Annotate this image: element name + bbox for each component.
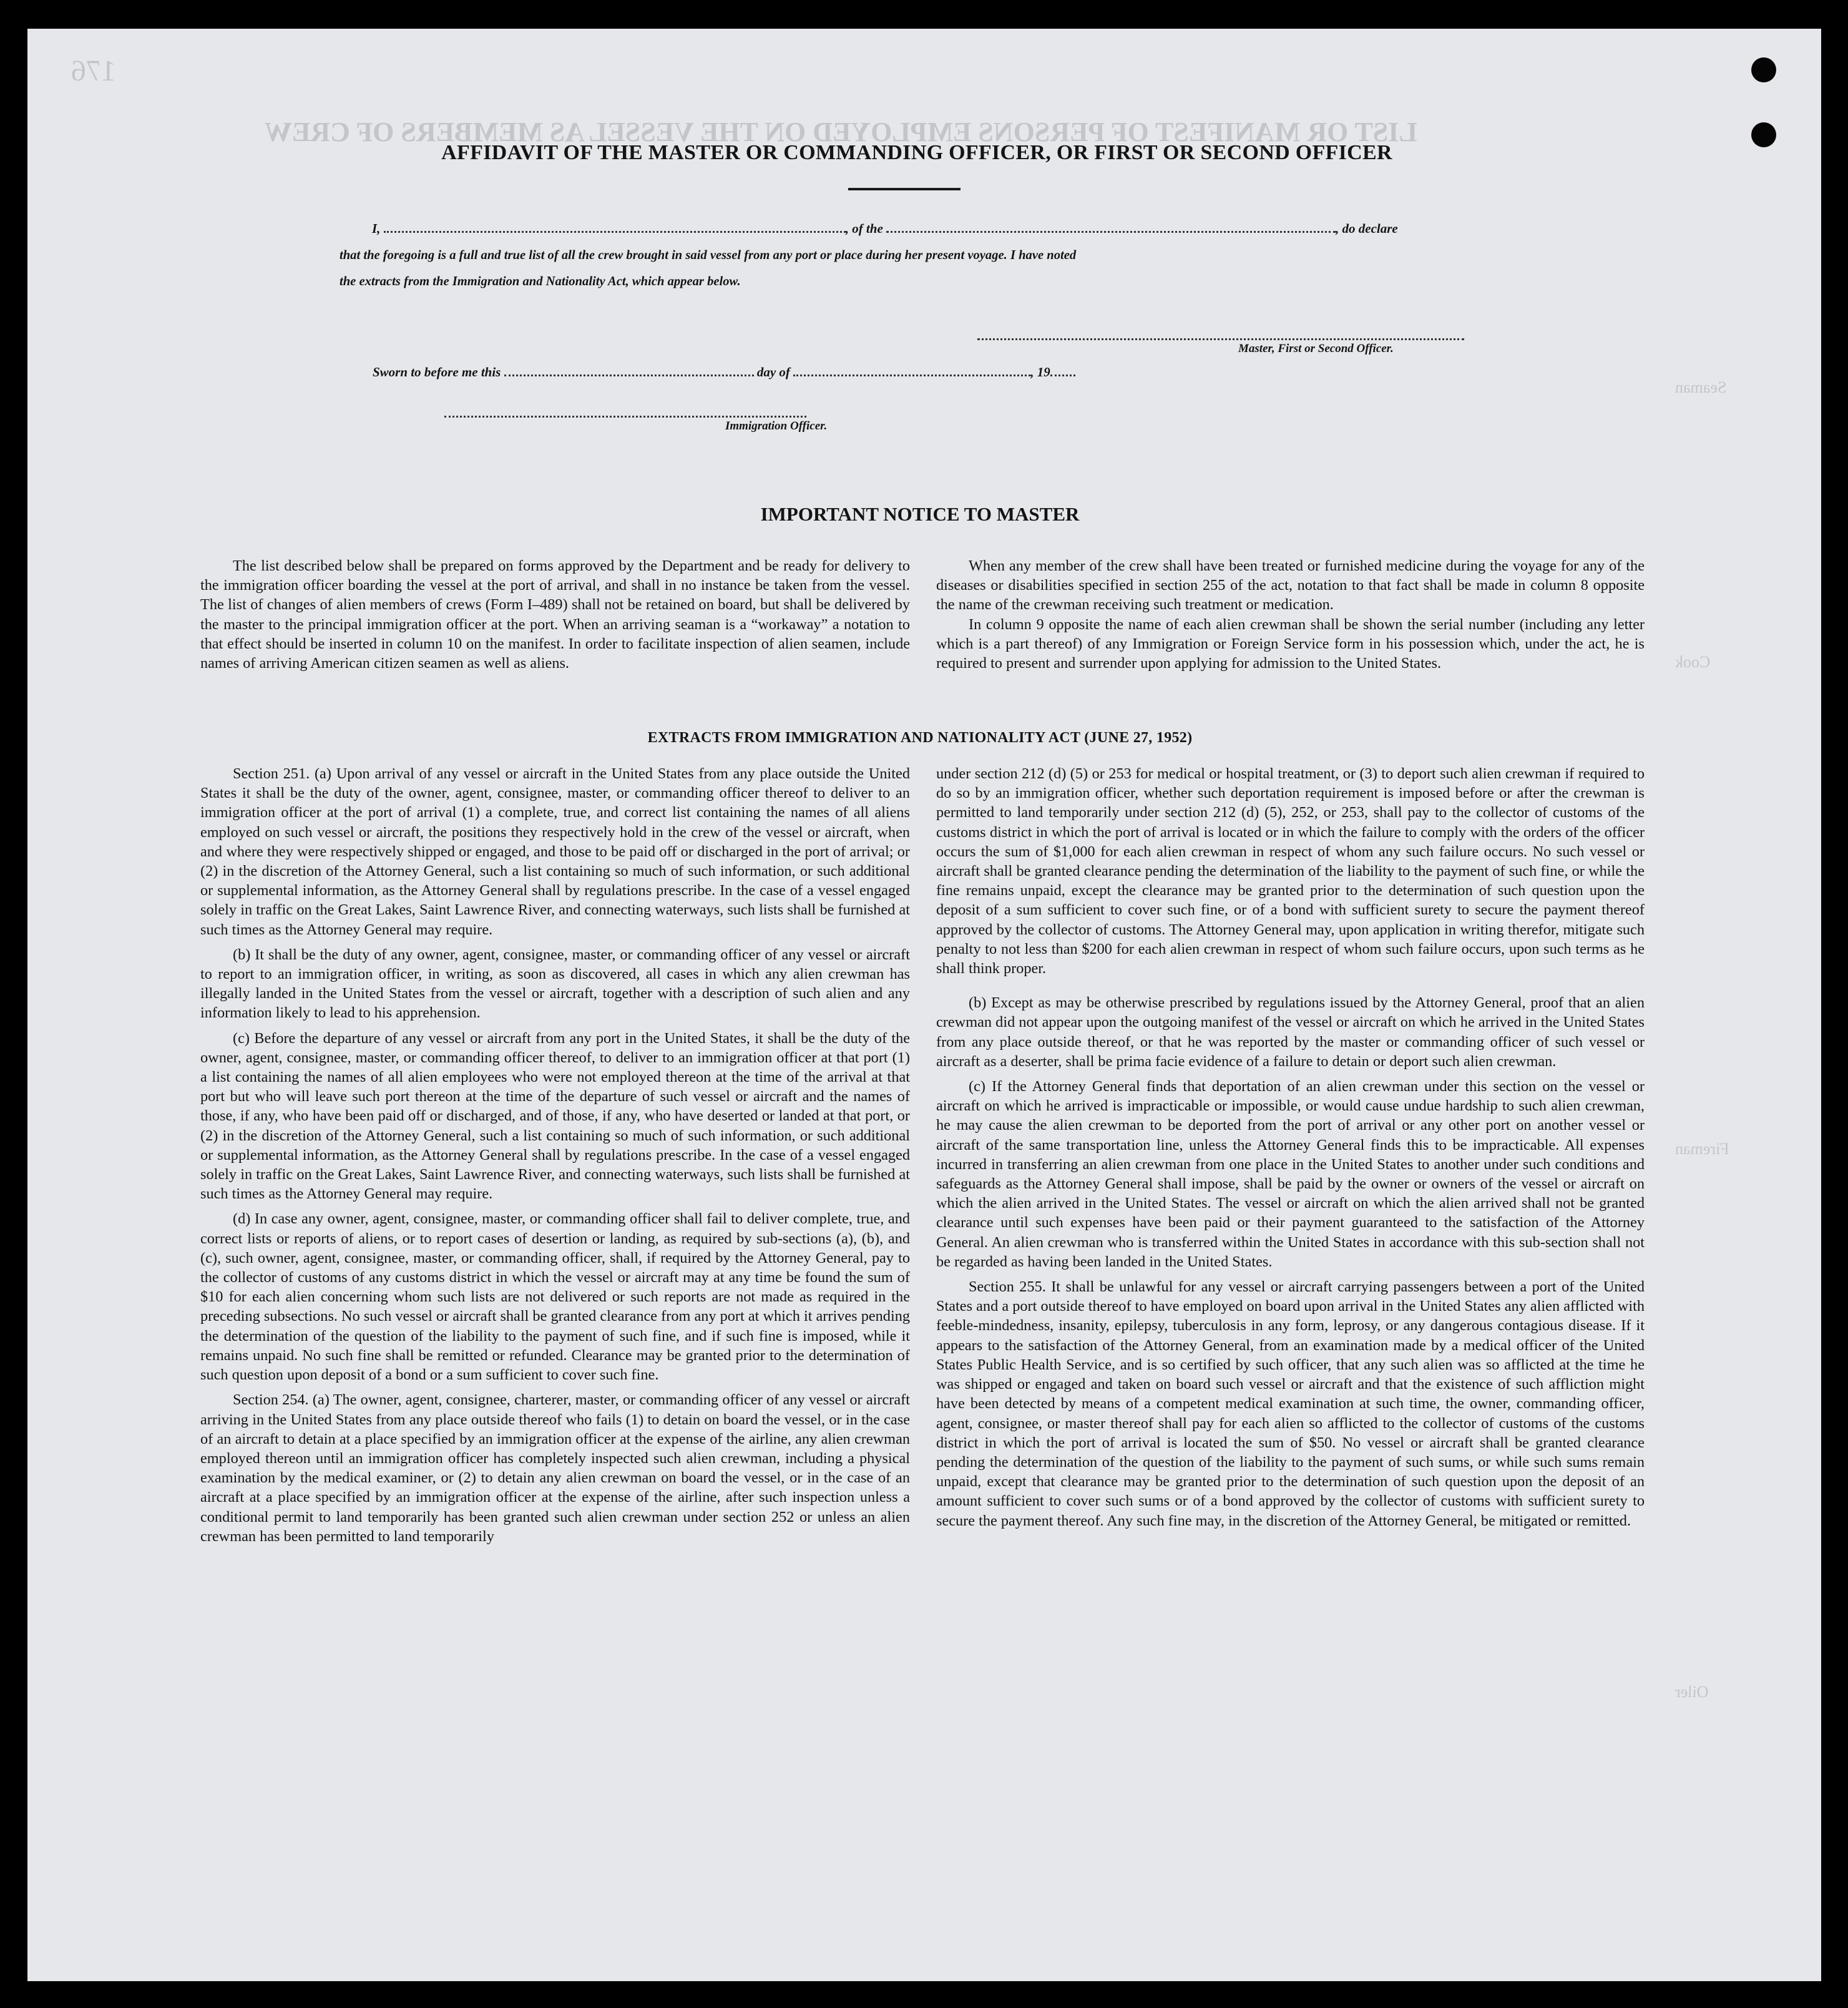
sworn-day-field[interactable]	[504, 375, 754, 376]
vessel-name-field[interactable]	[886, 231, 1336, 233]
of-the-label: , of the	[845, 221, 883, 236]
affidavit-title: AFFIDAVIT OF THE MASTER OR COMMANDING OFFICER, OR FIRST OR SECOND OFFICER	[441, 141, 1392, 164]
bleed-through-text: LIST OR MANIFEST OF PERSONS EMPLOYED ON THE VESSEL AS MEMBERS OF CREW	[265, 117, 1417, 147]
extracts-heading: EXTRACTS FROM IMMIGRATION AND NATIONALITY ACT (JUNE 27, 1952)	[647, 730, 1193, 746]
section-254c: (c) If the Attorney General finds that deportation of an alien crewman under this section on the vessel or aircraft on which he arrived is impracticable or impossible, or would cause undue hardship to such alien crewman, he may cause the alien crewman to be deported from the port of arrival or any other port on another vessel or aircraft of the same transportation line, unless the Attorney General finds this to be impracticable. All expenses incurred in transferring an alien crewman from one place in the United States to another under such conditions and safeguards as the Attorney General shall impose, shall be paid by the owner or owners of the vessel or aircraft on which the alien arrived in the United States. The vessel or aircraft on which the alien arrived shall not be granted clearance until such expenses have been paid or their payment guaranteed to the satisfaction of the Attorney General. An alien crewman who is transferred within the United States in accordance with this sub-section shall not be regarded as having been landed in the United States.	[936, 1078, 1645, 1270]
section-254b: (b) Except as may be otherwise prescribed by regulations issued by the Attorney General, proof that an alien crewman did not appear upon the outgoing manifest of the vessel or aircraft on which he arrived in the United States from any place outside thereof, or that he was reported by the master or commanding officer of such vessel or aircraft as a deserter, shall be prima facie evidence of a failure to detain or deport such alien crewman.	[936, 994, 1645, 1070]
bleed-through-margin: Seaman	[1675, 378, 1727, 396]
day-of-label: day of	[756, 365, 790, 380]
section-251a: Section 251. (a) Upon arrival of any vessel or aircraft in the United States from any place outside the United States it shall be the duty of the owner, agent, consignee, master, or commanding officer thereof to deliver to an immigration officer at the port of arrival (1) a complete, true, and correct list containing the names of all aliens employed on such vessel or aircraft, the positions they respectively hold in the crew of the vessel or aircraft, when and where they were respectively shipped or engaged, and those to be paid off or discharged in the port of arrival; or (2) in the discretion of the Attorney General, such a list containing so much of such information, or such additional or supplemental information, as the Attorney General shall by regulations prescribe. In the case of a vessel engaged solely in traffic on the Great Lakes, Saint Lawrence River, and connecting waterways, such lists shall be furnished at such times as the Attorney General may require.	[200, 765, 910, 938]
extracts-right-column	[936, 764, 1645, 1530]
sworn-year-field[interactable]	[1050, 375, 1075, 376]
section-254a-continued: under section 212 (d) (5) or 253 for medical or hospital treatment, or (3) to deport such alien crewman if required to do so by an immigration officer, whether such deportation requirement is imposed before or after the crewman is permitted to land temporarily under section 212 (d) (5), 252, or 253, shall pay to the collector of customs of the customs district in which the port of arrival is located or in which the failure to comply with the orders of the officer occurs the sum of $1,000 for each alien crewman in respect of whom any such failure occurs. No such vessel or aircraft shall be granted clearance pending the determination of the liability to the payment of such fine, or while the fine remains unpaid, except the clearance may be granted prior to the determination of such question upon the deposit of a sum sufficient to cover such fine, or of a bond with sufficient surety to secure the payment thereof approved by the collector of customs. The Attorney General may, upon application in writing therefor, mitigate such penalty to not less than $200 for each alien crewman in respect of whom such failure occurs, upon such terms as he shall think proper.	[936, 765, 1645, 977]
bleed-through-margin: Oiler	[1675, 1683, 1709, 1701]
punch-hole-top	[1751, 57, 1776, 82]
year-label: , 19	[1030, 365, 1050, 380]
title-underline	[848, 188, 961, 190]
declaration-text-2: the extracts from the Immigration and Nationality Act, which appear below.	[340, 275, 741, 288]
do-declare-label: , do declare	[1336, 221, 1398, 236]
immigration-caption: Immigration Officer.	[725, 419, 828, 433]
notice-paragraph: In column 9 opposite the name of each alien crewman shall be shown the serial number (including any letter which is a part thereof) of any Immigration or Foreign Service form in his possession which, under the act, he is required to present and surrender upon applying for admission to the United States.	[936, 615, 1645, 672]
immigration-officer-signature-field[interactable]	[444, 416, 806, 418]
master-signature-field[interactable]	[977, 338, 1464, 340]
section-251b: (b) It shall be the duty of any owner, agent, consignee, master, or commanding officer of any vessel or aircraft to report to an immigration officer, in writing, as soon as discovered, all cases in which any alien crewman has illegally landed in the United States from the vessel or aircraft, together with a description of such alien and any information likely to lead to his apprehension.	[200, 946, 910, 1022]
extracts-left-column	[200, 764, 910, 1546]
declaration-text-1: that the foregoing is a full and true list of all the crew brought in said vessel from any port or place during her present voyage. I have noted	[340, 248, 1077, 262]
section-251d: (d) In case any owner, agent, consignee, master, or commanding officer shall fail to deliver complete, true, and correct lists or reports of aliens, or to report cases of desertion or landing, as required by sub-sections (a), (b), and (c), such owner, agent, consignee, master, or commanding officer, shall, if required by the Attorney General, pay to the collector of customs of any customs district in which the vessel or aircraft may at any time be found the sum of $10 for each alien concerning whom such lists are not delivered or such reports are not made as required in the preceding subsections. No such vessel or aircraft shall be granted clearance from any port at which it arrives pending the determination of the question of the liability to the payment of such fine, and if such fine is imposed, while it remains unpaid. No such fine shall be remitted or refunded. Clearance may be granted prior to the determination of such question upon deposit of a bond or a sum sufficient to cover such fine.	[200, 1210, 910, 1384]
notice-right-column	[936, 556, 1645, 673]
notice-left-column	[200, 556, 910, 673]
sworn-month-field[interactable]	[793, 375, 1030, 376]
document-page	[27, 29, 1821, 1981]
notice-heading: IMPORTANT NOTICE TO MASTER	[760, 503, 1080, 525]
sworn-label: Sworn to before me this	[373, 365, 501, 380]
declarant-name-field[interactable]	[384, 231, 846, 233]
notice-paragraph: The list described below shall be prepared on forms approved by the Department and be ready for delivery to the immigration officer boarding the vessel at the port of arrival, and shall in no instance be taken from the vessel. The list of changes of alien members of crews (Form I–489) shall not be retained on board, but shall be delivered by the master to the principal immigration officer at the port. When an arriving seaman is a “workaway” a notation to that effect should be inserted in column 10 on the manifest. In order to facilitate inspection of alien seamen, include names of arriving American citizen seamen as well as aliens.	[200, 557, 910, 672]
section-251c: (c) Before the departure of any vessel or aircraft from any port in the United States, it shall be the duty of the owner, agent, consignee, master, or commanding officer thereof, to deliver to an immigration officer at that port (1) a list containing the names of all alien employees who were not employed thereon at the time of the arrival at that port but who will leave such port thereon at the time of the departure of such vessel or aircraft and the names of those, if any, who have been paid off or discharged, and of those, if any, who have deserted or landed at that port, or (2) in the discretion of the Attorney General, such a list containing so much of such information, or such additional or supplemental information, as the Attorney General shall by regulations prescribe. In the case of a vessel engaged solely in traffic on the Great Lakes, Saint Lawrence River, and connecting waterways, such lists shall be furnished at such times as the Attorney General may require.	[200, 1029, 910, 1203]
master-caption: Master, First or Second Officer.	[1238, 342, 1394, 355]
i-label: I,	[372, 221, 381, 236]
bleed-through-margin: Cook	[1675, 653, 1711, 671]
bleed-through-margin: Fireman	[1675, 1140, 1729, 1158]
notice-paragraph: When any member of the crew shall have been treated or furnished medicine during the voyage for any of the diseases or disabilities specified in section 255 of the act, notation to that fact shall be made in column 8 opposite the name of the crewman receiving such treatment or medication.	[936, 557, 1645, 614]
section-255: Section 255. It shall be unlawful for any vessel or aircraft carrying passengers between a port of the United States and a port outside thereof to have employed on board upon arrival in the United States any alien afflicted with feeble-mindedness, insanity, epilepsy, tuberculosis in any form, leprosy, or any dangerous contagious disease. If it appears to the satisfaction of the Attorney General, from an examination made by a medical officer of the United States Public Health Service, and is so certified by such officer, that any such alien was so afflicted at the time he was shipped or engaged and taken on board such vessel or aircraft and that the existence of such affliction might have been detected by means of a competent medical examination at such time, the owner, commanding officer, agent, consignee, or master thereof shall pay for each alien so afflicted to the collector of customs of the customs district in which the port of arrival is located the sum of $50. No vessel or aircraft shall be granted clearance pending the determination of the question of the liability to the payment of such sums, or while such sums remain unpaid, except that clearance may be granted prior to the determination of such question upon the deposit of an amount sufficient to cover such sums or of a bond approved by the collector of customs with sufficient surety to secure the payment thereof. Any such fine may, in the discretion of the Attorney General, be mitigated or remitted.	[936, 1278, 1645, 1529]
punch-hole-bottom	[1751, 122, 1776, 147]
bleed-through-number: 176	[71, 54, 116, 87]
declarant-line	[372, 221, 1477, 237]
section-254a: Section 254. (a) The owner, agent, consignee, charterer, master, or commanding officer of any vessel or aircraft arriving in the United States from any place outside thereof who fails (1) to detain on board the vessel, or in the case of an aircraft to detain at a place specified by an immigration officer at the expense of the airline, any alien crewman employed thereon until an immigration officer has completely inspected such alien crewman, including a physical examination by the medical examiner, or (2) to detain any alien crewman on board the vessel, or in the case of an aircraft at a place specified by an immigration officer at the expense of the airline, after such inspection unless a conditional permit to land temporarily has been granted such alien crewman under section 252 or unless an alien crewman has been permitted to land temporarily	[200, 1391, 910, 1545]
sworn-line	[373, 365, 1246, 380]
